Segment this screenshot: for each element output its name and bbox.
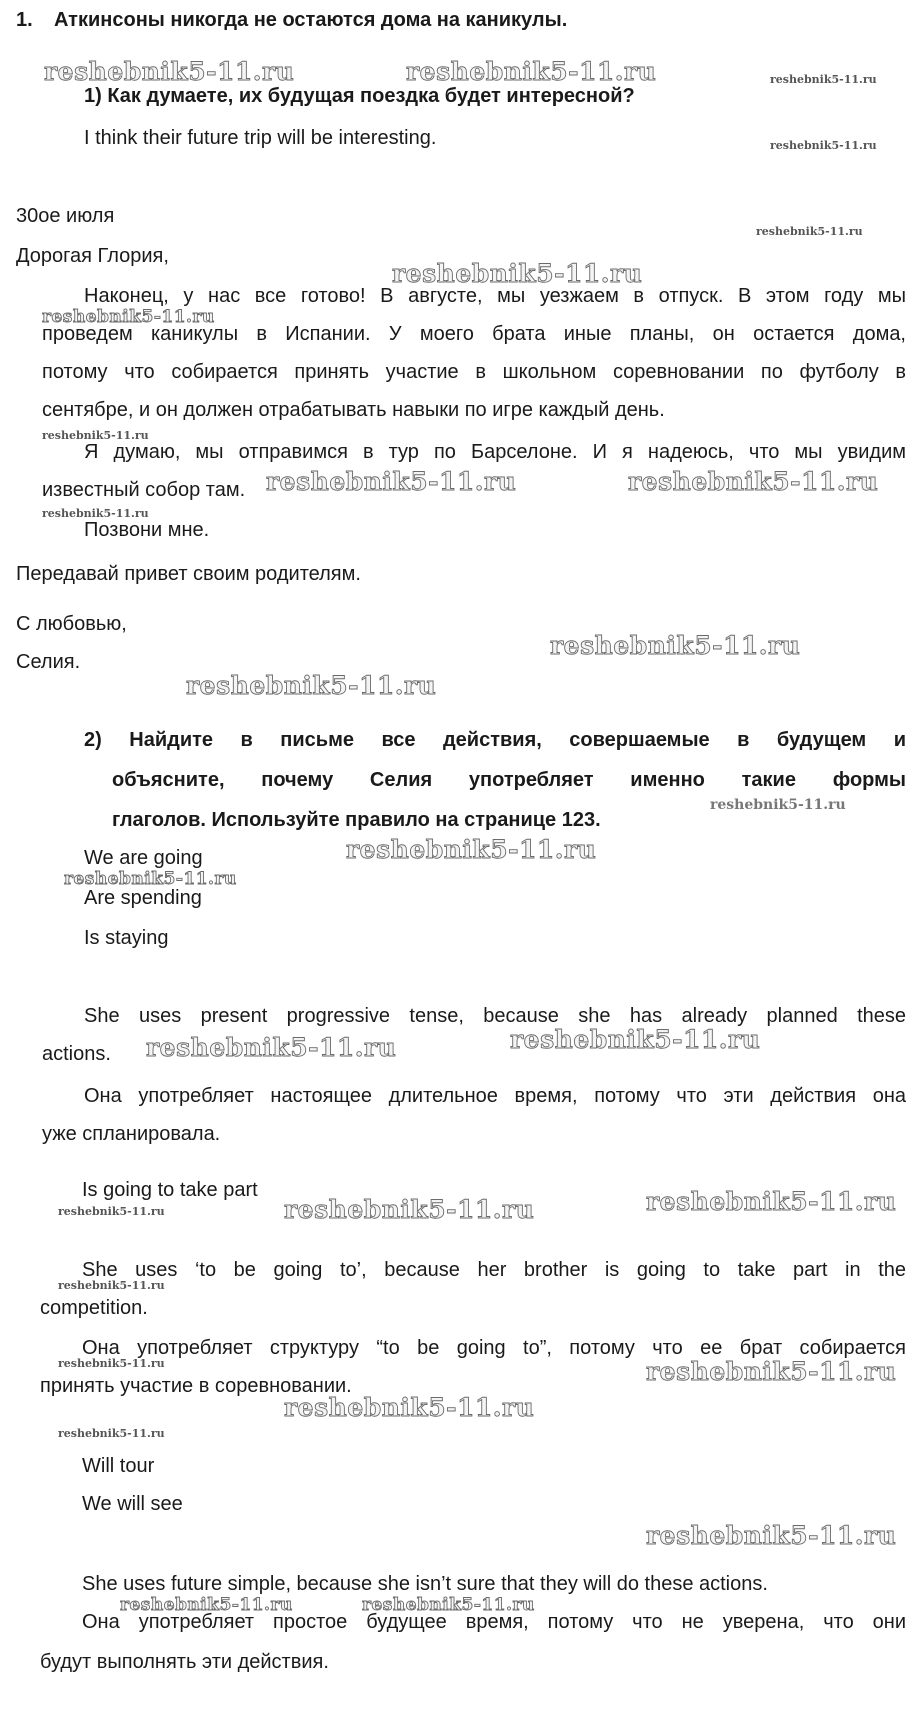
watermark: reshebnik5-11.ru <box>646 1521 897 1550</box>
explanation-ru-line: Она употребляет простое будущее время, потому что не уверена, что они <box>82 1611 906 1633</box>
explanation-ru-line: будут выполнять эти действия. <box>40 1651 329 1673</box>
watermark: reshebnik5-11.ru <box>146 1033 397 1062</box>
letter-p1-line: Наконец, у нас все готово! В августе, мы уезжаем в отпуск. В этом году мы <box>84 285 906 307</box>
verb-item: Will tour <box>82 1455 155 1477</box>
watermark: reshebnik5-11.ru <box>510 1025 761 1054</box>
explanation-ru-line: Она употребляет структуру “to be going to”, потому что ее брат собирается <box>82 1337 906 1359</box>
letter-signature: Селия. <box>16 651 81 673</box>
task-number: 1. <box>16 9 33 31</box>
watermark: reshebnik5-11.ru <box>406 57 657 86</box>
watermark: reshebnik5-11.ru <box>120 1595 293 1615</box>
question-2-line: глаголов. Используйте правило на странице 123. <box>112 809 601 831</box>
explanation-en-line: She uses future simple, because she isn’t sure that they will do these actions. <box>82 1573 768 1595</box>
watermark: reshebnik5-11.ru <box>58 1427 165 1440</box>
watermark: reshebnik5-11.ru <box>770 73 877 86</box>
watermark: reshebnik5-11.ru <box>64 869 237 889</box>
explanation-ru-line: Она употребляет настоящее длительное время, потому что эти действия она <box>84 1085 906 1107</box>
watermark: reshebnik5-11.ru <box>756 225 863 238</box>
watermark: reshebnik5-11.ru <box>284 1195 535 1224</box>
verb-item: We are going <box>84 847 203 869</box>
watermark: reshebnik5-11.ru <box>284 1393 535 1422</box>
watermark: reshebnik5-11.ru <box>646 1357 897 1386</box>
letter-p1-line: проведем каникулы в Испании. У моего брата иные планы, он остается дома, <box>42 323 906 345</box>
watermark: reshebnik5-11.ru <box>646 1187 897 1216</box>
watermark: reshebnik5-11.ru <box>44 57 295 86</box>
watermark: reshebnik5-11.ru <box>58 1279 165 1292</box>
watermark: reshebnik5-11.ru <box>362 1595 535 1615</box>
verb-item: Is staying <box>84 927 169 949</box>
watermark: reshebnik5-11.ru <box>42 429 149 442</box>
question-2-line: 2) Найдите в письме все действия, совершаемые в будущем и <box>84 729 906 751</box>
watermark: reshebnik5-11.ru <box>710 797 846 813</box>
question-1: 1) Как думаете, их будущая поездка будет интересной? <box>84 85 635 107</box>
explanation-en-line: actions. <box>42 1043 111 1065</box>
explanation-ru-line: уже спланировала. <box>42 1123 221 1145</box>
watermark: reshebnik5-11.ru <box>770 139 877 152</box>
letter-p2-line: Я думаю, мы отправимся в тур по Барселоне. И я надеюсь, что мы увидим <box>84 441 906 463</box>
watermark: reshebnik5-11.ru <box>58 1205 165 1218</box>
explanation-ru-line: принять участие в соревновании. <box>40 1375 352 1397</box>
verb-item: We will see <box>82 1493 183 1515</box>
watermark: reshebnik5-11.ru <box>42 507 149 520</box>
verb-item: Is going to take part <box>82 1179 258 1201</box>
watermark: reshebnik5-11.ru <box>186 671 437 700</box>
watermark: reshebnik5-11.ru <box>392 259 643 288</box>
task-title: Аткинсоны никогда не остаются дома на каникулы. <box>54 9 568 31</box>
answer-1: I think their future trip will be interesting. <box>84 127 437 149</box>
watermark: reshebnik5-11.ru <box>346 835 597 864</box>
letter-greeting: Дорогая Глория, <box>16 245 169 267</box>
letter-regards: Передавай привет своим родителям. <box>16 563 361 585</box>
verb-item: Are spending <box>84 887 202 909</box>
letter-closing: С любовью, <box>16 613 127 635</box>
watermark: reshebnik5-11.ru <box>266 467 517 496</box>
explanation-en-line: She uses present progressive tense, because she has already planned these <box>84 1005 906 1027</box>
explanation-en-line: competition. <box>40 1297 148 1319</box>
watermark: reshebnik5-11.ru <box>628 467 879 496</box>
letter-p1-line: потому что собирается принять участие в школьном соревновании по футболу в <box>42 361 906 383</box>
watermark: reshebnik5-11.ru <box>58 1357 165 1370</box>
watermark: reshebnik5-11.ru <box>550 631 801 660</box>
watermark: reshebnik5-11.ru <box>42 307 215 327</box>
explanation-en-line: She uses ‘to be going to’, because her brother is going to take part in the <box>82 1259 906 1281</box>
letter-p1-line: сентябре, и он должен отрабатывать навыки по игре каждый день. <box>42 399 665 421</box>
letter-date: 30ое июля <box>16 205 115 227</box>
question-2-line: объясните, почему Селия употребляет именно такие формы <box>112 769 906 791</box>
letter-p3: Позвони мне. <box>84 519 210 541</box>
letter-p2-line: известный собор там. <box>42 479 246 501</box>
